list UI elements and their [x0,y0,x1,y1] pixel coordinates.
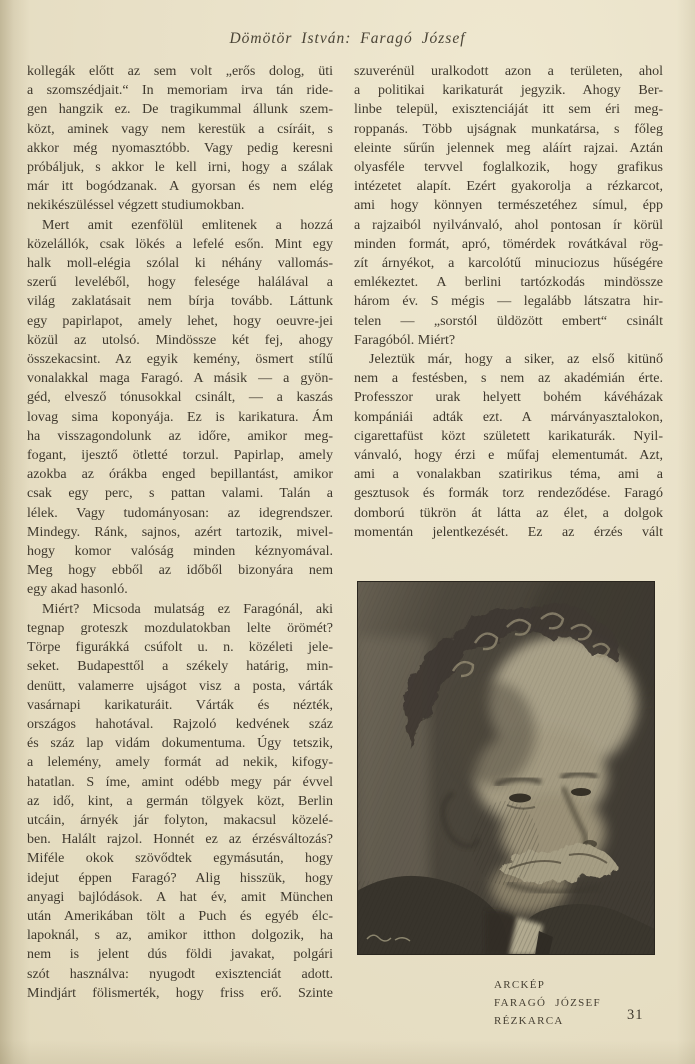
text-line: roppanás. Több ujságnak munkatársa, s főleg [354,121,663,137]
right-column [354,62,663,1030]
text-columns [27,62,663,1030]
text-line: ha visszagondolunk az időre, amikor meg- [27,428,333,444]
text-line: egy akad hasonló. [27,582,128,598]
paragraph [27,62,333,216]
text-line: az idő, kint, a germán tölgyek közt, Berlin [27,793,333,809]
text-line: világ zaklatásait nem bírja tovább. Láttunk [27,294,333,310]
paragraph [27,600,333,1003]
text-line: és száz lap vidám dokumentuma. Úgy tetszik, [27,736,333,752]
text-line: közül az utolsó. Mindössze két fej, ahogy [27,332,333,348]
text-line: zít árnyékot, a karcolótű minuciozus hűségére [354,256,663,272]
text-line: a rajzaiból nyilvánvaló, ahol pontosan ír körül [354,217,663,233]
text-line: denütt, valamerre ujságot visz a posta, várták [27,678,333,694]
text-line: gesztusok és formák torz rendeződése. Faragó [354,486,663,502]
text-line: nem a festésben, s nem az akadémián érte. [354,371,663,387]
text-line: cigarettafüst közt született karikaturák. Nyil- [354,428,663,444]
text-line: fogant, ijesztő ötletté torzul. Papirlap, amely [27,448,333,464]
text-line: halk moll-elégia szólal ki néhány vallomás- [27,256,333,272]
text-line: Mindegy. Ránk, sajnos, azért tartozik, mivel- [27,524,333,540]
text-line: lapoknál, s az, amikor itthon dolgozik, ha [27,928,333,944]
paragraph [354,62,663,350]
text-line: három év. S mégis — legalább látszatra hir- [354,294,663,310]
text-line: után Amerikában tölt a Puch és egyéb élc- [27,908,333,924]
portrait-figure [357,581,655,1030]
text-line: nem is jelent dús földi javakat, polgári [27,947,333,963]
text-line: Faragóból. Miért? [354,332,456,348]
text-line: Professzor urak helyett bohém kávéházak [354,390,663,406]
text-line: szerű leveléből, hogy felesége halálával a [27,275,333,291]
text-line: emlékeztet. A berlini tartózkodás mindössze [354,275,663,291]
caption-line-1: ARCKÉP [494,979,546,992]
text-line: domború tükrön át látta az élet, a dolgok [354,505,663,521]
text-line: szuverénül uralkodott azon a területen, ahol [354,64,663,79]
text-line: ami hogy könnyen természetéhez símul, épp [354,198,663,214]
text-line: közelállók, csak lökés a lefelé esőn. Mint egy [27,236,333,252]
text-line: minden formát, apró, tömérdek rovátkával rög- [354,236,663,252]
text-line: telen — „sorstól üldözött embert“ csinált [354,313,663,329]
text-line: összekacsint. Az egyik kemény, ösmert stílű [27,352,333,368]
text-line: linbe települ, exisztenciáját itt sem éri meg- [354,102,663,118]
text-line: közt, aminek vagy nem kerestük a csíráit, s [27,121,333,137]
portrait-etching-image [357,581,655,955]
text-line: ben. Halált rajzol. Honnét ez az érzésváltozás? [27,832,333,848]
left-column [27,62,333,1030]
text-line: lélek. Vagy tudományosan: az idegrendszer. [27,505,333,521]
text-line: Miért? Micsoda mulatság ez Faragónál, aki [42,601,333,617]
text-line: már itt bogódzanak. A gyorsan és nem elég [27,179,333,195]
text-line: vonalakkal maga Faragó. A másik — a gyön- [27,371,333,387]
text-line: tegnap groteszk mozdulatokban lelte örömét? [27,620,333,636]
text-line: Törpe figurákká csúfolt u. n. közéleti jele- [27,640,333,656]
paragraph [354,350,663,542]
text-line: hatatlan. S íme, amint odébb megy pár évvel [27,774,333,790]
text-line: utcáin, árnyék jár folyton, makacsul közelé- [27,812,333,828]
text-line: egy papirlapot, amely lehet, hogy oeuvre-jei [27,313,333,329]
text-line: a lelemény, amely formát ad nekik, kifogy- [27,755,333,771]
text-line: intézetet alapít. Ezért gyakorolja a rézkarcot, [354,179,663,195]
text-line: nekikészüléssel végzett studiumokban. [27,198,245,214]
text-line: a szomszédjait.“ In memoriam irva tán ride- [27,83,333,99]
paragraph [27,216,333,600]
text-line: csak egy perc, s pattan valami. Talán a [27,486,333,502]
text-line: a politikai karikaturát jegyzik. Ahogy Ber- [354,83,663,99]
text-line: seket. Budapesttől a székely határig, min- [27,659,333,675]
text-line: próbáljuk, s akkor le kell irni, hogy a szálak [27,160,333,176]
text-line: Jeleztük már, hogy a siker, az első kitünő [369,352,663,368]
text-line: azokba az órákba enged bepillantást, amikor [27,467,333,483]
figure-caption [357,976,655,1030]
text-line: országos hahotával. Rajzoló kedvének száz [27,716,333,732]
text-line: gen hangzik ez. De tragikummal állunk szem- [27,102,333,118]
text-line: ami a vonalakban szatirikus téma, ami a [354,467,663,483]
text-line: kompániái adták ezt. A márványasztalokon, [354,409,663,425]
text-line: Mindjárt fölismerték, hogy friss erő. Szinte [27,985,333,1001]
text-line: szót használva: nyugodt exisztenciát adott. [27,966,333,982]
text-line: olyasféle tervvel foglalkozik, hogy grafikus [354,160,663,176]
caption-line-2: FARAGÓ JÓZSEF RÉZKARCA [494,997,601,1028]
text-line: anyagi bajlódások. A hat év, amit München [27,889,333,905]
text-line: momentán jelentkezését. Ez az érzés vált [354,524,663,540]
text-line: géd, elvesző tónusokkal csinált, — a kaszás [27,390,333,406]
text-line: idejut éppen Faragó? Alig hisszük, hogy [27,870,333,886]
text-line: hogy komor valóság minden kéznyomával. [27,544,333,560]
text-line: kollegák előtt az sem volt „erős dolog, üti [27,64,333,79]
text-line: Mert amit ezenfölül emlitenek a hozzá [42,217,333,233]
text-line: vánvaló, hogy érzi e műfaj elementumát. Azt, [354,448,663,464]
text-line: Meg hogy ebből az időből bizonyára nem [27,563,333,579]
text-line: lovag sima koponyája. Ez is karikatura. Ám [27,409,333,425]
page-number: 31 [627,1007,644,1023]
text-line: Miféle okok szövődtek egymásután, hogy [27,851,333,867]
text-line: eleinte sűrűn jelennek meg aláírt rajzai. Aztán [354,140,663,156]
right-column-text [354,62,663,542]
running-header: Dömötör István: Faragó József [229,30,466,47]
text-line: akkor még nyomasztóbb. Vagy pedig keresni [27,140,333,156]
text-line: vasárnapi karikaturáit. Várták és nézték, [27,697,333,713]
